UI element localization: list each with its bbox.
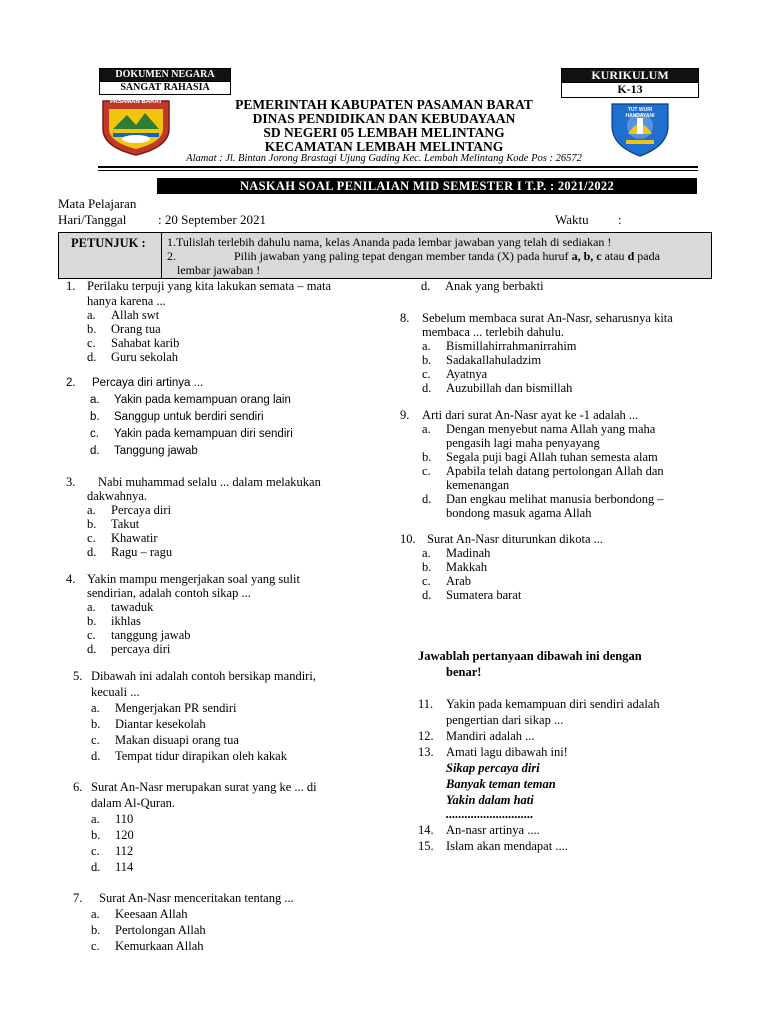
question-1-option-d: d. Guru sekolah (87, 350, 178, 364)
question-14-text: An-nasr artinya .... (446, 823, 540, 837)
school-address: Alamat : Jl. Bintan Jorong Brastagi Ujung Gading Kec. Lembah Melintang Kode Pos : 26572 (186, 153, 582, 164)
instruction-2-bold2: d (627, 249, 635, 263)
kurikulum-value: K-13 (561, 82, 699, 98)
question-6-option-a: a. 110 (91, 812, 134, 826)
kurikulum-label: KURIKULUM (561, 68, 699, 83)
time-value: : (618, 212, 622, 227)
question-8-text: Sebelum membaca surat An-Nasr, seharusnya kita (422, 311, 673, 325)
date-label: Hari/Tanggal (58, 212, 127, 227)
question-6-option-c: c. 112 (91, 844, 134, 858)
question-8-number: 8. (400, 311, 410, 325)
doc-label: DOKUMEN NEGARA (99, 68, 231, 82)
logo-left-caption: PASAMAN BARAT (109, 99, 163, 105)
question-10-text: Surat An-Nasr diturunkan dikota ... (427, 532, 604, 546)
question-4-option-b: b. ikhlas (87, 614, 141, 628)
header-rule-top (98, 166, 698, 168)
question-15-text: Islam akan mendapat .... (446, 839, 568, 853)
question-1-number: 1. (66, 279, 76, 293)
question-9-option-b: b. Segala puji bagi Allah tuhan semesta alam (422, 450, 658, 464)
question-4-option-c: c. tanggung jawab (87, 628, 191, 642)
question-7-text: Surat An-Nasr menceritakan tentang ... (99, 891, 294, 905)
question-7-option-d: d. Anak yang berbakti (421, 279, 544, 293)
question-3-option-a: a. Percaya diri (87, 503, 172, 517)
question-8-option-d: d. Auzubillah dan bismillah (422, 381, 573, 395)
instruction-2 (167, 249, 660, 263)
question-7-option-c: c. Kemurkaan Allah (91, 939, 204, 953)
question-6-text: Surat An-Nasr merupakan surat yang ke ... di (91, 780, 317, 794)
question-9-option-a-2: pengasih lagi maha penyayang (446, 436, 600, 450)
question-3-text: Nabi muhammad selalu ... dalam melakukan (98, 475, 321, 489)
question-8-option-c: c. Ayatnya (422, 367, 488, 381)
song-line-2: Banyak teman teman (446, 777, 556, 791)
question-12-text: Mandiri adalah ... (446, 729, 535, 743)
song-line-4: ............................ (446, 807, 534, 821)
essay-heading: Jawablah pertanyaan dibawah ini dengan (418, 649, 642, 663)
header-line-3: SD NEGERI 05 LEMBAH MELINTANG (263, 125, 505, 140)
question-1-option-a: a. Allah swt (87, 308, 160, 322)
question-1-text: Perilaku terpuji yang kita lakukan semata – mata (87, 279, 332, 293)
question-11-text: Yakin pada kemampuan diri sendiri adalah (446, 697, 660, 711)
question-6-option-d: d. 114 (91, 860, 134, 874)
question-10-option-d: d. Sumatera barat (422, 588, 522, 602)
instruction-2-line2: lembar jawaban ! (177, 263, 261, 277)
question-1-option-b: b. Orang tua (87, 322, 161, 336)
question-4-text: Yakin mampu mengerjakan soal yang sulit (87, 572, 300, 586)
header-rule-bottom (98, 170, 698, 171)
question-6-text-2: dalam Al-Quran. (91, 796, 176, 810)
question-10-number: 10. (400, 532, 416, 546)
instruction-1: 1.Tulislah terlebih dahulu nama, kelas Ananda pada lembar jawaban yang telah di sediakan ! (167, 235, 612, 249)
instruction-2-text: Pilih jawaban yang paling tepat dengan member tanda (X) pada huruf (234, 249, 572, 263)
question-8-option-b: b. Sadakallahuladzim (422, 353, 542, 367)
question-4-option-a: a. tawaduk (87, 600, 154, 614)
question-5-text: Dibawah ini adalah contoh bersikap mandiri, (91, 669, 316, 683)
question-9-option-d: d. Dan engkau melihat manusia berbondong – (422, 492, 664, 506)
question-8-option-a: a. Bismillahirrahmanirrahim (422, 339, 577, 353)
question-14-number: 14. (418, 823, 434, 837)
question-4-text-2: sendirian, adalah contoh sikap ... (87, 586, 251, 600)
question-3-option-c: c. Khawatir (87, 531, 158, 545)
question-1-option-c: c. Sahabat karib (87, 336, 180, 350)
question-5-text-2: kecuali ... (91, 685, 140, 699)
question-2-option-b: b. Sanggup untuk berdiri sendiri (90, 411, 264, 423)
question-9-number: 9. (400, 408, 410, 422)
question-5-number: 5. (73, 669, 83, 683)
question-9-option-c: c. Apabila telah datang pertolongan Allah dan (422, 464, 664, 478)
question-5-option-d: d. Tempat tidur dirapikan oleh kakak (91, 749, 287, 763)
question-2-option-c: c. Yakin pada kemampuan diri sendiri (90, 428, 293, 440)
question-10-option-c: c. Arab (422, 574, 471, 588)
question-9-option-d-2: bondong masuk agama Allah (446, 506, 592, 520)
instruction-2-mid: atau (601, 249, 628, 263)
instructions-label: PETUNJUK : (71, 236, 146, 250)
question-3-option-b: b. Takut (87, 517, 140, 531)
question-2-option-d: d. Tanggung jawab (90, 445, 198, 457)
question-11-number: 11. (418, 697, 434, 711)
instruction-2-post: pada (634, 249, 660, 263)
question-3-option-d: d. Ragu – ragu (87, 545, 173, 559)
time-label: Waktu (555, 212, 589, 227)
question-6-number: 6. (73, 780, 83, 794)
question-10-option-b: b. Makkah (422, 560, 487, 574)
question-2-option-a: a. Yakin pada kemampuan orang lain (90, 394, 291, 406)
question-7-number: 7. (73, 891, 83, 905)
question-2-number: 2. (66, 377, 76, 389)
question-4-option-d: d. percaya diri (87, 642, 171, 656)
question-5-option-a: a. Mengerjakan PR sendiri (91, 701, 237, 715)
instructions-box (58, 232, 712, 279)
date-value: : 20 September 2021 (158, 212, 266, 227)
question-9-text: Arti dari surat An-Nasr ayat ke -1 adalah ... (422, 408, 639, 422)
question-11-text-2: pengertian dari sikap ... (446, 713, 564, 727)
question-6-option-b: b. 120 (91, 828, 134, 842)
question-13-text: Amati lagu dibawah ini! (446, 745, 568, 759)
question-9-option-a: a. Dengan menyebut nama Allah yang maha (422, 422, 656, 436)
secret-label: SANGAT RAHASIA (99, 81, 231, 95)
essay-heading-2: benar! (446, 665, 482, 679)
question-5-option-b: b. Diantar kesekolah (91, 717, 206, 731)
question-1-text-2: hanya karena ... (87, 294, 166, 308)
header-line-2: DINAS PENDIDIKAN DAN KEBUDAYAAN (252, 111, 516, 126)
song-line-3: Yakin dalam hati (446, 793, 534, 807)
instructions-divider (161, 233, 162, 278)
question-3-text-2: dakwahnya. (87, 489, 148, 503)
question-12-number: 12. (418, 729, 434, 743)
instruction-2-bold: a, b, c (571, 249, 602, 263)
question-2-text: Percaya diri artinya ... (92, 377, 204, 389)
exam-banner: NASKAH SOAL PENILAIAN MID SEMESTER I T.P. : 2021/2022 (157, 178, 697, 194)
instruction-2-num: 2. (167, 249, 176, 263)
logo-right-caption: TUT WURI HANDAYANI (625, 107, 655, 119)
subject-label: Mata Pelajaran (58, 196, 137, 211)
question-8-text-2: membaca ... terlebih dahulu. (422, 325, 564, 339)
song-line-1: Sikap percaya diri (446, 761, 540, 775)
question-3-number: 3. (66, 475, 76, 489)
question-7-option-a: a. Keesaan Allah (91, 907, 188, 921)
question-7-option-b: b. Pertolongan Allah (91, 923, 206, 937)
question-13-number: 13. (418, 745, 434, 759)
question-10-option-a: a. Madinah (422, 546, 491, 560)
question-4-number: 4. (66, 572, 76, 586)
header-line-4: KECAMATAN LEMBAH MELINTANG (264, 139, 504, 154)
header-line-1: PEMERINTAH KABUPATEN PASAMAN BARAT (235, 97, 533, 112)
question-9-option-c-2: kemenangan (446, 478, 510, 492)
question-15-number: 15. (418, 839, 434, 853)
question-5-option-c: c. Makan disuapi orang tua (91, 733, 239, 747)
